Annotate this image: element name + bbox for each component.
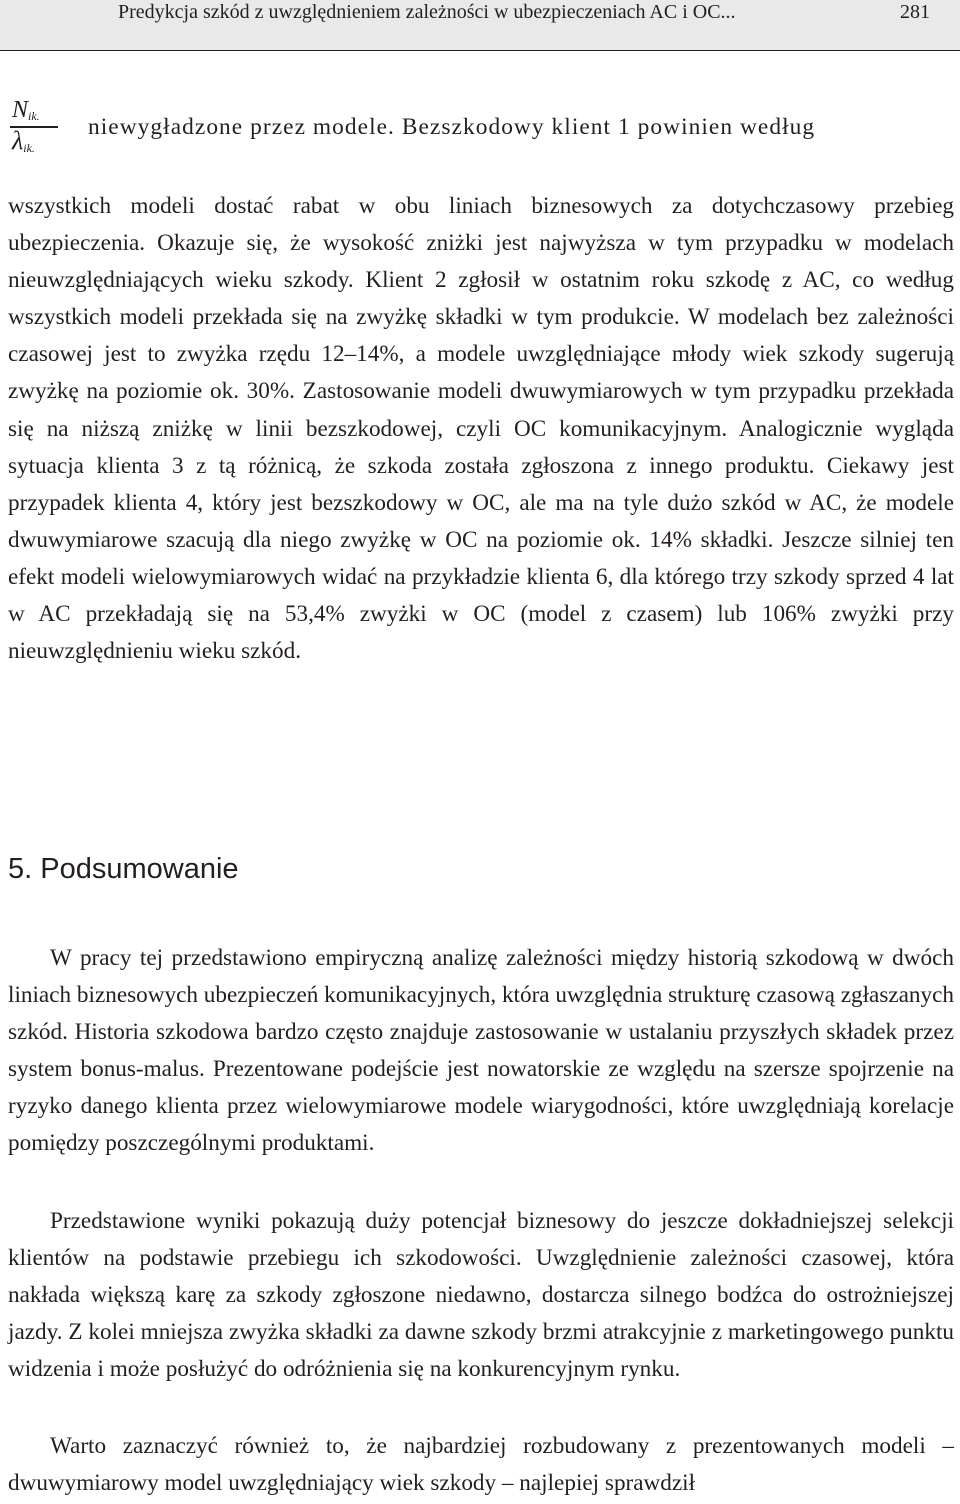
body-paragraph-summary-1: W pracy tej przedstawiono empiryczną analizę zależności między historią szkodową w dwóch liniach biznesowych ubezpieczeń komunikacyjnych, która uwzględnia strukturę czasową zgłaszanych szkód. Historia szkodowa bardzo często znajduje zastosowanie w ustalaniu przyszłych składek przez system bonus-malus. Prezentowane podejście jest nowatorskie ze względu na szersze spojrzenie na ryzyko danego klienta przez wielowymiarowe modele wiarygodności, które uwzględniają korelacje pomiędzy poszczególnymi produktami. [8,945,954,1157]
body-paragraph-summary-2: Przedstawione wyniki pokazują duży potencjał biznesowy do jeszcze dokładniejszej selekcji klientów na podstawie przebiegu ich szkodowości. Uwzględnienie zależności czasowej, która nakłada większą karę za szkody zgłoszone niedawno, dostarcza silnego bodźca do ostrożniejszej jazdy. Z kolei mniejsza zwyżka składki za dawne szkody brzmi atrakcyjnie z marketingowego punktu widzenia i może posłużyć do odróżnienia się na konkurencyjnym rynku. [8,1208,954,1383]
body-paragraph-results: wszystkich modeli dostać rabat w obu liniach biznesowych za dotychczasowy przebieg ubezpieczenia. Okazuje się, że wysokość zniżki jest najwyższa w tym przypadku w modelach nieuwzględniających wieku szkody. Klient 2 zgłosił w ostatnim roku szkodę z AC, co według wszystkich modeli przekłada się na zwyżkę składki w tym produkcie. W modelach bez zależności czasowej jest to zwyżka rzędu 12–14%, a modele uwzględniające młody wiek szkody sugerują zwyżkę na poziomie ok. 30%. Zastosowanie modeli dwuwymiarowych w tym przypadku przekłada się na niższą zniżkę w linii bezszkodowej, czyli OC komunikacyjnym. Analogicznie wygląda sytuacja klienta 3 z tą różnicą, że szkoda została zgłoszona z innego produktu. Ciekawy jest przypadek klienta 4, który jest bezszkodowy w OC, ale ma na tyle dużo szkód w AC, że modele dwuwymiarowe szacują dla niego zwyżkę w OC na poziomie ok. 14% składki. Jeszcze silniej ten efekt modeli wielowymiarowych widać na przykładzie klienta 6, dla którego trzy szkody sprzed 4 lat w AC przekładają się na 53,4% zwyżki w OC (model z czasem) lub 106% zwyżki przy nieuwzględnieniu wieku szkód. [8,193,954,665]
section-heading: 5. Podsumowanie [8,853,239,885]
continued-text-line: niewygładzone przez modele. Bezszkodowy klient 1 powinien według [88,114,816,140]
formula-numerator: $N_{ik.}$ [12,97,40,123]
running-header-title: Predykcja szkód z uwzględnieniem zależności w ubezpieczeniach AC i OC... [118,1,736,23]
running-header [0,0,960,51]
body-paragraph-summary-3: Warto zaznaczyć również to, że najbardziej rozbudowany z prezentowanych modeli – dwuwymiarowy model uwzględniający wiek szkody – najlepiej sprawdził [8,1433,954,1497]
fraction-formula [10,96,58,158]
formula-denominator: $\lambda_{ik.}$ [12,126,35,155]
page-number: 281 [900,1,930,23]
